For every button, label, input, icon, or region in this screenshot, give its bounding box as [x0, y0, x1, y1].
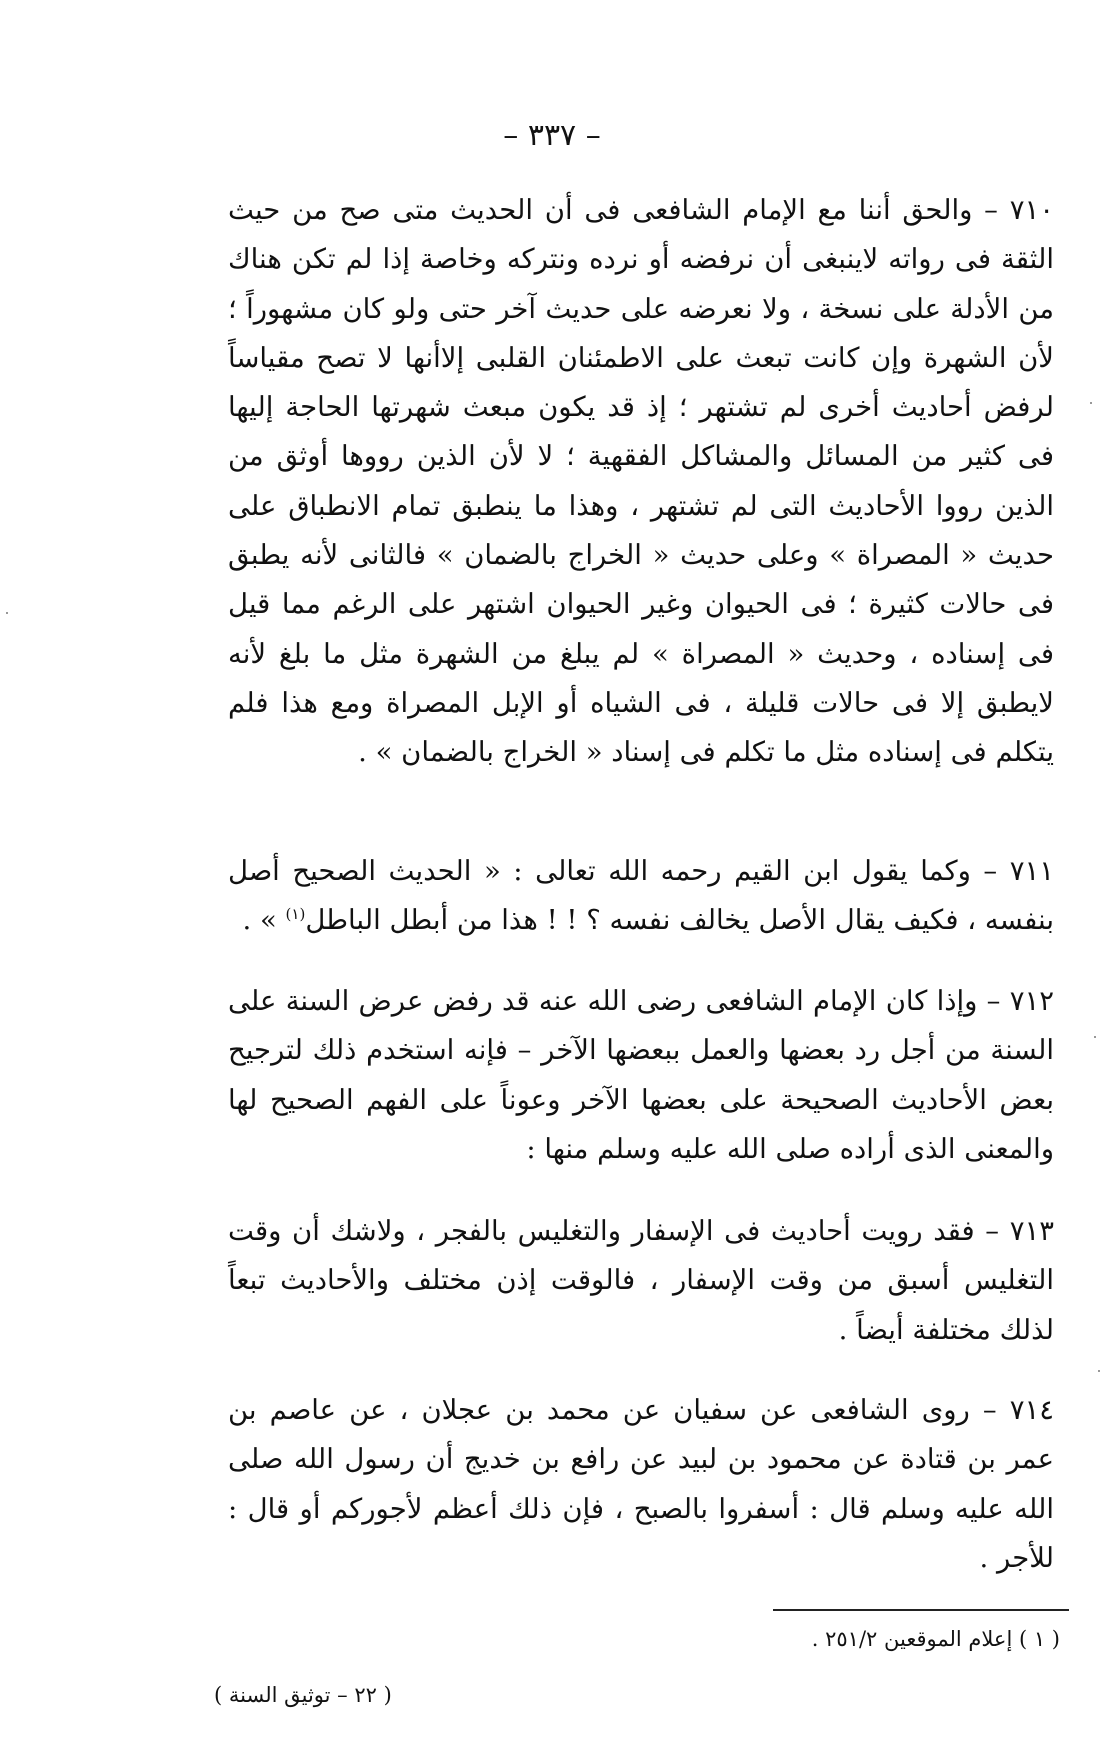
margin-speck [6, 612, 8, 614]
paragraph-714 [228, 1386, 1054, 1583]
paragraph-text-end: » . [242, 904, 286, 937]
page-number: – ٣٣٧ – [503, 118, 601, 153]
footnote-divider [773, 1609, 1069, 1611]
paragraph-text: ٧١٤ – روى الشافعى عن سفيان عن محمد بن عجلان ، عن عاصم بن عمر بن قتادة عن محمود بن لبيد عن رافع بن خديج أن رسول الله صلى الله عليه وسلم قال : أسفروا بالصبح ، فإن ذلك أعظم لأجوركم أو قال : للأجر . [228, 1394, 1054, 1574]
paragraph-text: ٧١٠ – والحق أننا مع الإمام الشافعى فى أن الحديث متى صح من حيث الثقة فى رواته لاينبغى أن نرفضه أو نرده ونتركه وخاصة إذا لم تكن هناك من الأدلة على نسخة ، ولا نعرضه على حديث آخر حتى ولو كان مشهوراً ؛ لأن الشهرة وإن كانت تبعث على الاطمئنان القلبى إلاأنها لا تصح مقياساً لرفض أحاديث أخرى لم تشتهر ؛ إذ قد يكون مبعث شهرتها الحاجة إليها فى كثير من المسائل والمشاكل الفقهية ؛ لا لأن الذين رووها أوثق من الذين رووا الأحاديث التى لم تشتهر ، وهذا ما ينطبق تمام الانطباق على حديث « المصراة » وعلى حديث « الخراج بالضمان » فالثانى لأنه يطبق فى حالات كثيرة ؛ فى الحيوان وغير الحيوان اشتهر على الرغم مما قيل فى إسناده ، وحديث « المصراة » لم يبلغ من الشهرة مثل ما بلغ لأنه لايطبق إلا فى حالات قليلة ، فى الشياه أو الإبل المصراة ومع هذا فلم يتكلم فى إسناده مثل ما تكلم فى إسناد « الخراج بالضمان » . [228, 194, 1054, 769]
paragraph-text: ٧١٣ – فقد رويت أحاديث فى الإسفار والتغليس بالفجر ، ولاشك أن وقت التغليس أسبق من وقت الإسفار ، فالوقت إذن مختلف والأحاديث تبعاً لذلك مختلفة أيضاً . [228, 1215, 1054, 1346]
paragraph-713 [228, 1207, 1054, 1355]
margin-speck [1090, 402, 1092, 404]
signature-line: ( ٢٢ – توثيق السنة ) [214, 1683, 392, 1707]
paragraph-text: ٧١٢ – وإذا كان الإمام الشافعى رضى الله عنه قد رفض عرض السنة على السنة من أجل رد بعضها والعمل ببعضها الآخر – فإنه استخدم ذلك لترجيح بعض الأحاديث الصحيحة على بعضها الآخر وعوناً على الفهم الصحيح لها والمعنى الذى أراده صلى الله عليه وسلم منها : [228, 985, 1054, 1165]
paragraph-711 [228, 847, 1054, 946]
margin-speck [1098, 1370, 1100, 1372]
paragraph-text-main: ٧١١ – وكما يقول ابن القيم رحمه الله تعالى : « الحديث الصحيح أصل بنفسه ، فكيف يقال الأصل يخالف نفسه ؟ ! ! هذا من أبطل الباطل [228, 855, 1054, 937]
margin-speck [1094, 1036, 1096, 1038]
footnote: ( ١ ) إعلام الموقعين ٢٥١/٢ . [811, 1627, 1060, 1651]
paragraph-710 [228, 186, 1054, 778]
footnote-reference: (١) [285, 905, 306, 924]
paragraph-text [228, 847, 1054, 946]
paragraph-712 [228, 977, 1054, 1174]
